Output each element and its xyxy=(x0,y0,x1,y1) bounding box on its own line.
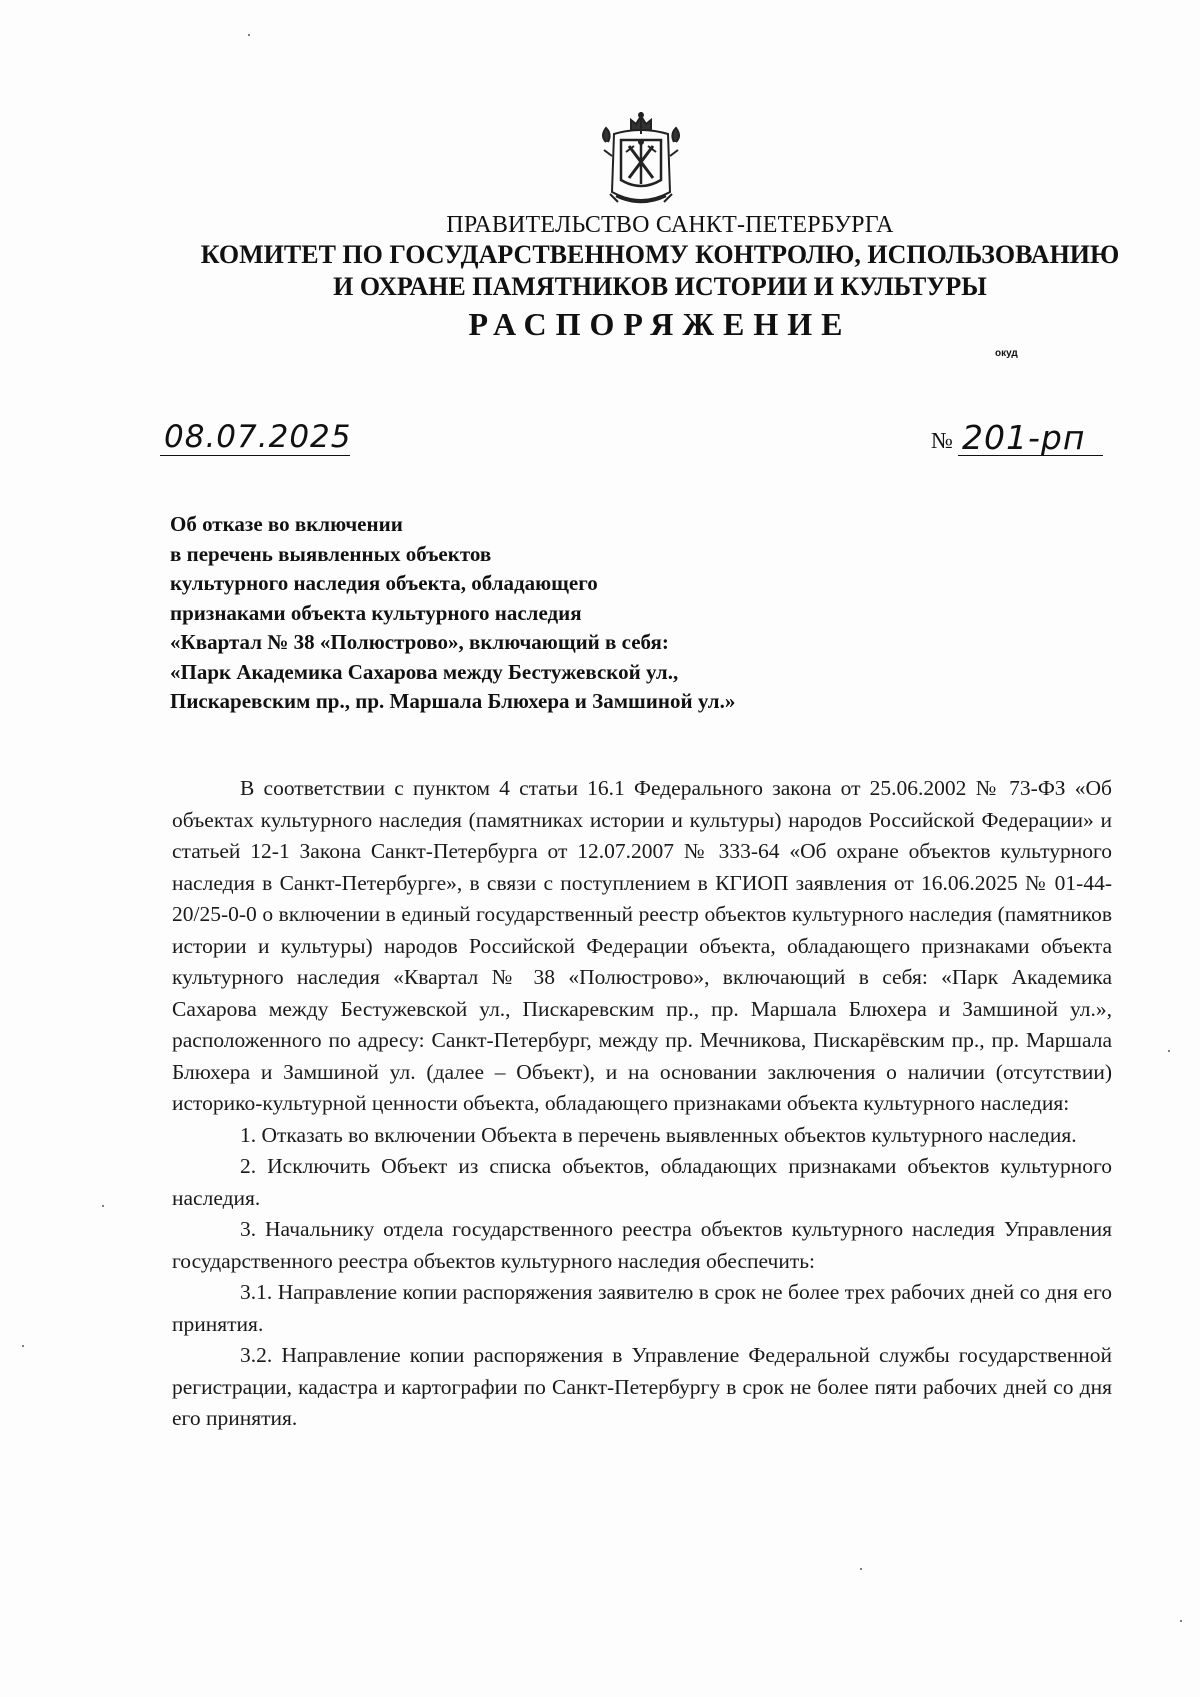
order-item-3-1: 3.1. Направление копии распоряжения заявителю в срок не более трех рабочих дней со дня его принятия. xyxy=(172,1280,1112,1336)
order-item-2: 2. Исключить Объект из списка объектов, обладающих признаками объектов культурного наследия. xyxy=(172,1154,1112,1210)
scan-speck xyxy=(1180,1620,1182,1622)
subject-line: Пискаревским пр., пр. Маршала Блюхера и Замшиной ул.» xyxy=(170,689,736,713)
subject-line: в перечень выявленных объектов xyxy=(170,541,492,566)
number-sign: № xyxy=(931,428,953,453)
number-field xyxy=(958,410,1103,456)
scan-speck xyxy=(248,34,250,36)
date-field xyxy=(160,415,350,456)
committee-name-line-1: КОМИТЕТ ПО ГОСУДАРСТВЕННОМУ КОНТРОЛЮ, ИСПОЛЬЗОВАНИЮ xyxy=(200,240,1120,269)
document-subject xyxy=(170,510,890,717)
scan-speck xyxy=(102,1205,104,1207)
order-item-3: 3. Начальнику отдела государственного реестра объектов культурного наследия Управления государственного реестра объектов культурного наследия обеспечить: xyxy=(172,1217,1112,1273)
subject-line: «Квартал № 38 «Полюстрово», включающий в себя: xyxy=(170,630,669,654)
scan-speck xyxy=(860,1568,862,1570)
st-petersburg-coat-of-arms-icon xyxy=(596,112,686,210)
subject-line: Об отказе во включении xyxy=(170,512,403,536)
order-item-1: 1. Отказать во включении Объекта в перечень выявленных объектов культурного наследия. xyxy=(240,1122,1077,1147)
subject-line: культурного наследия объекта, обладающего xyxy=(170,571,598,595)
subject-line: «Парк Академика Сахарова между Бестужевской ул., xyxy=(170,659,679,684)
government-title: ПРАВИТЕЛЬСТВО САНКТ-ПЕТЕРБУРГА xyxy=(446,212,894,238)
order-item-3-2: 3.2. Направление копии распоряжения в Управление Федеральной службы государственной регистрации, кадастра и картографии по Санкт-Петербургу в срок не более пяти рабочих дней со дня его принятия. xyxy=(172,1343,1112,1430)
document-number: 201-рп xyxy=(962,418,1086,457)
subject-line: признаками объекта культурного наследия xyxy=(170,600,582,625)
document-body xyxy=(172,773,1112,1435)
preamble-paragraph: В соответствии с пунктом 4 статьи 16.1 Федерального закона от 25.06.2002 № 73-ФЗ «Об объектах культурного наследия (памятниках истории и культуры) народов Российской Федерации» и статьей 12-1 Закона Санкт-Петербурга от 12.07.2007 № 333-64 «Об охране объектов культурного наследия в Санкт-Петербурге», в связи с поступлением в КГИОП заявления от 16.06.2025 № 01-44-20/25-0-0 о включении в единый государственный реестр объектов культурного наследия (памятников истории и культуры) народов Российской Федерации объекта, обладающего признаками объекта культурного наследия «Квартал № 38 «Полюстрово», включающий в себя: «Парк Академика Сахарова между Бестужевской ул., Пискаревским пр., пр. Маршала Блюхера и Замшиной ул.», расположенного по адресу: Санкт-Петербург, между пр. Мечникова, Пискарёвским пр., пр. Маршала Блюхера и Замшиной ул. (далее – Объект), и на основании заключения о наличии (отсутствии) историко-культурной ценности объекта, обладающего признаками объекта культурного наследия: xyxy=(172,776,1112,1115)
scan-speck xyxy=(1168,1050,1170,1052)
date-value: 08.07.2025 xyxy=(164,419,352,455)
committee-name-line-2: И ОХРАНЕ ПАМЯТНИКОВ ИСТОРИИ И КУЛЬТУРЫ xyxy=(333,272,987,301)
okud-label: окуд xyxy=(995,348,1018,359)
document-type-title: РАСПОРЯЖЕНИЕ xyxy=(468,306,852,342)
scan-speck xyxy=(22,1345,24,1347)
